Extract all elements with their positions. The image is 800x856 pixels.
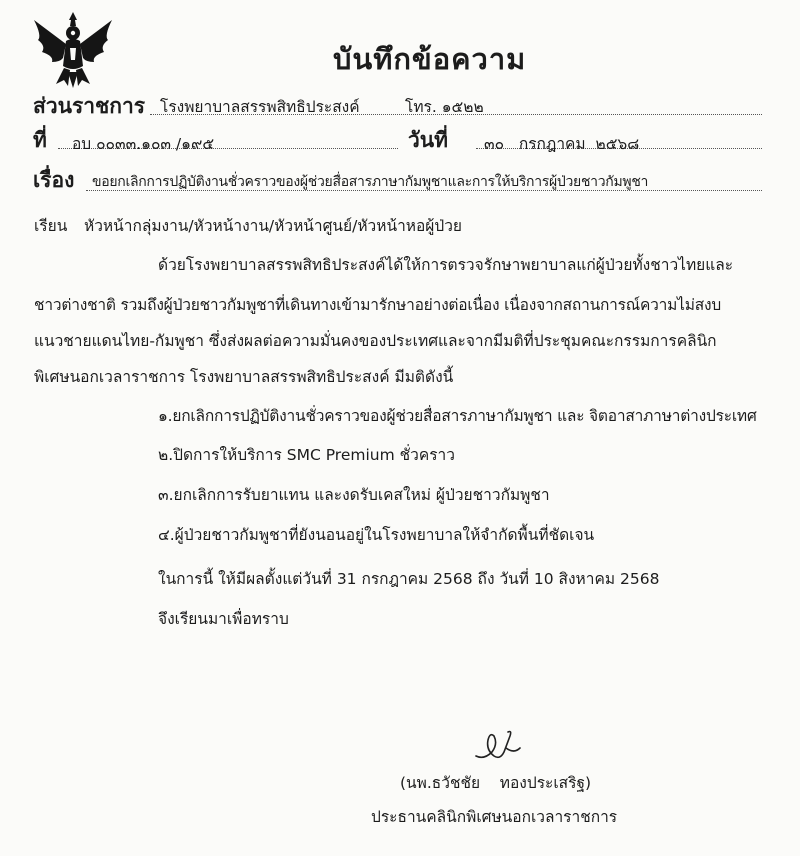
date-value: ๓๐ กรกฎาคม ๒๕๖๘ xyxy=(484,135,640,153)
phone-value: โทร. ๑๕๒๒ xyxy=(405,98,484,116)
department-value: โรงพยาบาลสรรพสิทธิประสงค์ xyxy=(160,98,360,116)
list-item: ๔.ผู้ป่วยชาวกัมพูชาที่ยังนอนอยู่ในโรงพยาบาลให้จำกัดพื้นที่ชัดเจน xyxy=(158,526,595,544)
garuda-emblem-icon xyxy=(30,6,116,90)
paragraph-line: แนวชายแดนไทย-กัมพูชา ซึ่งส่งผลต่อความมั่นคงของประเทศและจากมีมติที่ประชุมคณะกรรมการคลินิก xyxy=(34,332,717,350)
to-value: หัวหน้ากลุ่มงาน/หัวหน้างาน/หัวหน้าศูนย์/หัวหน้าหอผู้ป่วย xyxy=(84,217,463,235)
signer-position: ประธานคลินิกพิเศษนอกเวลาราชการ xyxy=(371,808,618,826)
subject-value: ขอยกเลิกการปฏิบัติงานชั่วคราวของผู้ช่วยสื่อสารภาษากัมพูชาและการให้บริการผู้ป่วยชาวกัมพูชา xyxy=(92,174,649,190)
signer-name: (นพ.ธวัชชัย ทองประเสริฐ) xyxy=(400,774,592,792)
subject-label: เรื่อง xyxy=(33,168,75,192)
list-item: ๒.ปิดการให้บริการ SMC Premium ชั่วคราว xyxy=(158,446,455,464)
effective-period: ในการนี้ ให้มีผลตั้งแต่วันที่ 31 กรกฎาคม 2568 ถึง วันที่ 10 สิงหาคม 2568 xyxy=(158,570,660,588)
to-label: เรียน xyxy=(34,217,68,235)
list-item: ๑.ยกเลิกการปฏิบัติงานชั่วคราวของผู้ช่วยสื่อสารภาษากัมพูชา และ จิตอาสาภาษาต่างประเทศ xyxy=(158,407,757,425)
paragraph-line: ด้วยโรงพยาบาลสรรพสิทธิประสงค์ได้ให้การตรวจรักษาพยาบาลแก่ผู้ป่วยทั้งชาวไทยและ xyxy=(158,256,734,274)
list-item: ๓.ยกเลิกการรับยาแทน และงดรับเคสใหม่ ผู้ป่วยชาวกัมพูชา xyxy=(158,486,550,504)
paragraph-line: พิเศษนอกเวลาราชการ โรงพยาบาลสรรพสิทธิประสงค์ มีมติดังนี้ xyxy=(34,368,454,386)
number-value: อบ ๐๐๓๓.๑๐๓ /๑๙๕ xyxy=(72,135,215,153)
number-label: ที่ xyxy=(33,128,47,152)
paragraph-line: ชาวต่างชาติ รวมถึงผู้ป่วยชาวกัมพูชาที่เดินทางเข้ามารักษาอย่างต่อเนื่อง เนื่องจากสถานการณ์ความไม่สงบ xyxy=(34,296,722,314)
date-label: วันที่ xyxy=(408,128,448,152)
memo-title: บันทึกข้อความ xyxy=(333,42,527,76)
closing-line: จึงเรียนมาเพื่อทราบ xyxy=(158,610,289,628)
department-label: ส่วนราชการ xyxy=(33,94,146,118)
handwritten-signature-icon xyxy=(470,726,526,766)
